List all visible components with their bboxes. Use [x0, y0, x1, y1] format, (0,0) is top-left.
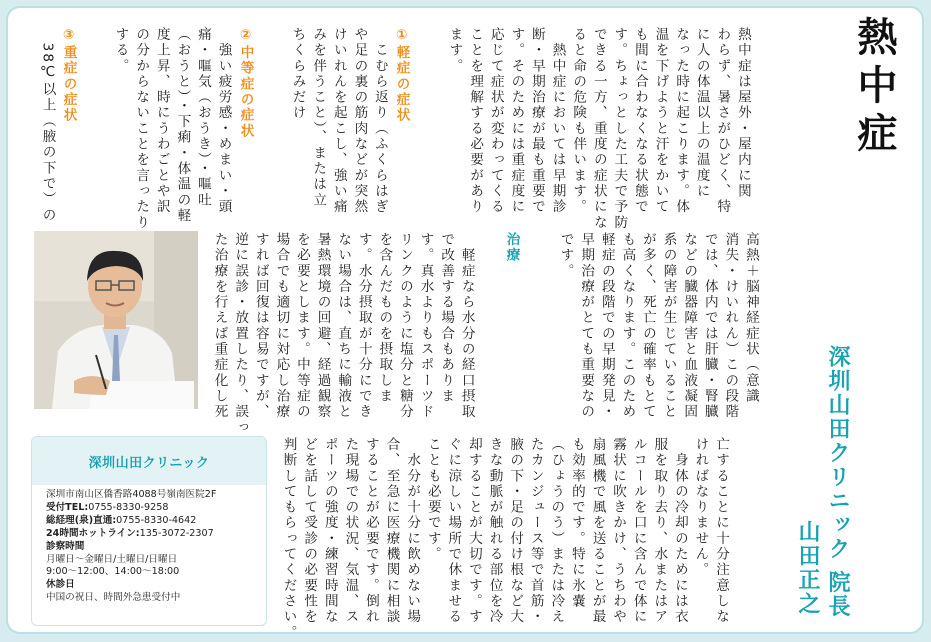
clinic-days: 月曜日〜金曜日/土曜日/日曜日 — [46, 553, 178, 565]
doctor-photo — [34, 231, 198, 409]
byline-doctor: 山田正之 — [795, 520, 820, 616]
treatment-heading: 治療 — [503, 232, 520, 264]
clinic-info-box — [31, 436, 267, 626]
clinic-tel-label: 受付TEL: — [46, 501, 89, 513]
severe-symptoms-heading: ③重症の症状 — [60, 27, 77, 124]
clinic-info-header — [32, 437, 266, 485]
clinic-direct: 0755-8330-4642 — [116, 514, 197, 526]
cooling-advice-text: 亡することに十分注意しな ければなりません。 身体の冷却のためには衣 服を取り去り、水またはア ルコールを口に含んで体に 霧状に吹きかけ、うちわや 扇風機で風を送ることが最 も効率的です。特に氷嚢 （ひょうのう）または冷え たカンジュース等で首筋・ 腋の下・足の付け根など大 きな動脈が触れる部位を冷 却することが大切です。す ぐに涼しい場所で休ませる ことも必要です。 水分が十分に飲めない場 合、至急に医療機関に相談 することが必要です。倒れ た現場での状況、気温、ス ポーツの強度・練習時間な どを話して受診の必要性を 判断してもらってください。 — [280, 437, 730, 641]
moderate-symptoms-heading: ②中等症の症状 — [237, 27, 254, 139]
clinic-closed-label: 休診日 — [46, 579, 75, 591]
byline-clinic: 深圳山田クリニック 院長 — [825, 345, 850, 619]
clinic-closed: 中国の祝日、時間外急患受付中 — [46, 592, 181, 604]
clinic-tel-row — [46, 502, 266, 515]
intro-text: 熱中症は屋外・屋内に関 わらず、暑さがひどく、特 に人の体温以上の温度に なった時に起こります。体 温を下げようと汗をかいて も間に合わなくなる状態で す。ちょっとした工夫で予防 できる一方、重度の症状にな ると命の危険も伴います。 熱中症においては早期診 断・早期治療が最も重要で す。そのためには重症度に 応じて症状が変わってくる ことを理解する必要があり ます。 — [446, 27, 751, 231]
clinic-address: 深圳市南山区僑香路4088号嶺南医院2F — [46, 489, 217, 500]
clinic-direct-row — [46, 515, 266, 528]
clinic-tel: 0755-8330-9258 — [88, 501, 169, 513]
clinic-name: 深圳山田クリニック — [88, 455, 210, 471]
clinic-hours-label: 診察時間 — [46, 540, 85, 552]
moderate-symptoms-text: 強い疲労感・めまい・頭 痛・嘔気（おうき）・嘔吐 （おうと）・下痢・体温の軽 度上昇、時にうわごとや訳 の分からないことを言ったり する。 — [112, 27, 232, 231]
clinic-hotline-row — [46, 528, 266, 541]
clinic-hotline: 135-3072-2307 — [139, 527, 214, 539]
severe-symptoms-continued: 高熱＋脳神経症状（意識 消失・けいれん）この段階 では、体内では肝臓・腎臓 などの臓器障害と血液凝固 系の障害が生じていること が多く、死亡の確率もとて も高くなります。このため 軽症の段階での早期発見・ 早期治療がとても重要なの です。 — [557, 232, 759, 420]
severe-symptoms-text: 38℃以上（腋の下で）の — [39, 27, 56, 223]
clinic-hours: 9:00〜12:00、14:00〜18:00 — [46, 566, 180, 578]
clinic-hotline-label: 24時間ホットライン: — [46, 527, 140, 539]
mild-symptoms-text: こむら返り（ふくらはぎ や足の裏の筋肉などが突然 けいれんを起こし、強い痛 みを伴うこと）、または立 ちくらみだけ — [289, 27, 388, 215]
mild-symptoms-heading: ①軽症の症状 — [393, 27, 410, 124]
treatment-text: 軽症なら水分の経口摂取 で改善する場合もありま す。真水よりもスポーツド リンクのように塩分と糖分 を含んだものを摂取しま す。水分摂取が十分にでき ない場合は、直ちに輸液と 暑熱環境の回避、経過観察 を必要とします。中等症の 場合でも適切に対応し治療 すれば回復は容易ですが、 逆に誤診・放置したり、誤っ た治療を行えば重症化し死 — [211, 232, 475, 436]
article-title: 熱中症 — [851, 16, 897, 160]
clinic-direct-label: 総経理(泉)直通: — [46, 514, 117, 526]
